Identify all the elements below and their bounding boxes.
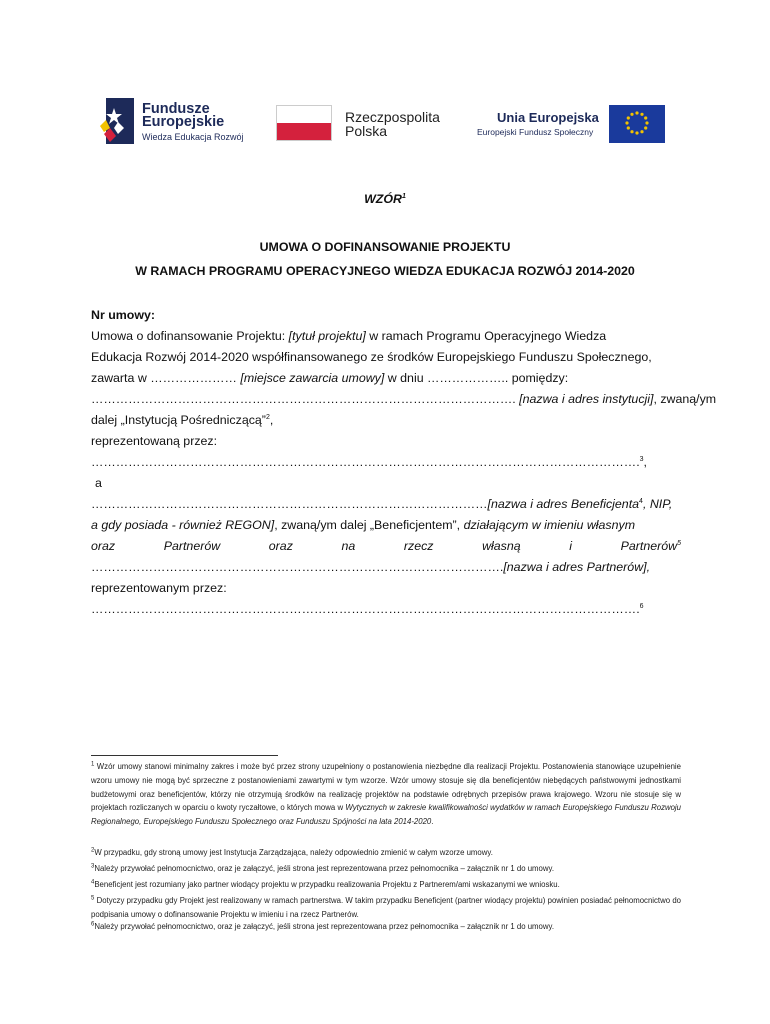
reprezentowana-label: reprezentowaną przez: (91, 434, 218, 448)
footnote-divider (91, 755, 278, 756)
eu-flag-icon (609, 105, 665, 143)
footnote-5 (91, 894, 681, 922)
p3-a: zawarta w ………………… (91, 371, 241, 385)
fn1-b: Wytycznych w zakresie kwalifikowalności wydatków w ramach Europejskiego Funduszu Rozwoju Regionalnego, Europejskiego Funduszu Społecznego oraz Funduszu Spójności na lata 2014-2020 (91, 803, 682, 827)
wzor-heading (0, 189, 770, 210)
title-line2: W RAMACH PROGRAMU OPERACYJNEGO WIEDZA EDUKACJA ROZWÓJ 2014-2020 (135, 264, 635, 278)
p1-a: Umowa o dofinansowanie Projektu: (91, 329, 289, 343)
signature-line-1 (91, 452, 647, 473)
p3-c: w dniu ……………….. pomiędzy: (384, 371, 569, 385)
p1-b: [tytuł projektu] (288, 329, 366, 343)
ue-title: Unia Europejska (497, 110, 599, 125)
title-line1: UMOWA O DOFINANSOWANIE PROJEKTU (259, 240, 511, 254)
fn6-text: Należy przywołać pełnomocnictwo, oraz je załączyć, jeśli strona jest reprezentowana przez pełnomocnika – załącznik nr 1 do umowy. (94, 922, 554, 931)
fn5-num: 5 (91, 895, 95, 902)
p7-dots: ……………………………………………………………………………………………………………………. (91, 455, 640, 469)
fe-star-icon (100, 98, 134, 144)
p11-w3: na (341, 539, 356, 553)
p12-b: [nazwa i adres Partnerów] (503, 560, 647, 574)
p11-w4: rzecz (403, 539, 434, 553)
p4-b: [nazwa i adres instytucji] (519, 392, 654, 406)
partners-line (91, 536, 681, 557)
fn3-num: 3 (91, 863, 95, 870)
p9-c: , NIP, (642, 497, 673, 511)
reprezentowanym-label: reprezentowanym przez: (91, 581, 227, 595)
p3-b: [miejsce zawarcia umowy] (240, 371, 385, 385)
p11-sup: 5 (677, 539, 681, 547)
footnote-4 (91, 878, 681, 892)
p11-w1: Partnerów (163, 539, 221, 553)
footnote-1 (91, 760, 681, 829)
p11-w0: oraz (91, 539, 116, 553)
p7-sup: 3 (639, 455, 644, 463)
p12-a: ………………………………………………………………………………………. (91, 560, 504, 574)
p12-c: , (646, 560, 651, 574)
p14-sup: 6 (639, 602, 644, 610)
beneficiary-line (91, 494, 672, 515)
regon-line (91, 515, 635, 536)
rp-line2: Polska (345, 123, 388, 139)
p10-b: , zwaną/ym dalej „Beneficjentem”, (274, 518, 464, 532)
fn3-text: Należy przywołać pełnomocnictwo, oraz je załączyć, jeśli strona jest reprezentowana przez pełnomocnika – załącznik nr 1 do umowy. (94, 864, 554, 873)
p4-a: …………………………………………………………………………………………. (91, 392, 520, 406)
fe-line2: Europejskie (142, 114, 225, 130)
p4-c: , zwaną/ym (653, 392, 717, 406)
fn2-text: W przypadku, gdy stroną umowy jest Instytucja Zarządzająca, należy odpowiednio zmienić w całym wzorze umowy. (94, 848, 493, 857)
para-line2: Edukacja Rozwój 2014-2020 współfinansowanego ze środków Europejskiego Funduszu Społecznego, (91, 350, 652, 364)
p9-sup: 4 (639, 497, 643, 505)
footnote-3 (91, 862, 681, 876)
wzor-text: WZÓR (364, 192, 402, 206)
fn1-a: Wzór umowy stanowi minimalny zakres i może być przez strony uzupełniony o postanowienia niezbędne dla realizacji Projektu. Postanowienia stanowiące uzupełnienie wzoru umowy nie mogą być sprzeczne z postanowieniami zawartymi w tym wzorze. Wzór umowy stosuje się dla beneficjentów niebędących państwowymi jednostkami budżetowymi oraz beneficjentów, którzy nie otrzymują środków na realizację projektów na podstawie odrębnych przepisów prawa krajowego. Wzoru nie stosuje się w projektach rozliczanych w oparciu o kwoty ryczałtowe, o których mowa w (91, 762, 681, 813)
partners-address-line (91, 557, 650, 578)
p11-w5: własną (482, 539, 521, 553)
p11-w7: Partnerów (620, 539, 678, 553)
fe-sub: Wiedza Edukacja Rozwój (142, 132, 244, 142)
p5-a: dalej „Instytucją Pośredniczącą” (91, 413, 266, 427)
p10-a: a gdy posiada - również REGON] (91, 518, 275, 532)
fundusze-europejskie-logo (100, 96, 270, 146)
p14-dots: ……………………………………………………………………………………………………………………. (91, 602, 640, 616)
ue-sub: Europejski Fundusz Społeczny (477, 127, 594, 137)
para-line5 (91, 410, 273, 431)
fn2-num: 2 (91, 847, 95, 854)
rp-line1: Rzeczpospolita (345, 109, 440, 125)
p5-sup: 2 (265, 413, 270, 421)
para-line4 (91, 389, 716, 410)
fn1-c: . (431, 817, 434, 827)
fn6-num: 6 (91, 921, 95, 928)
footnote-6 (91, 920, 681, 934)
p9-a: …………………………………………………………………………………… (91, 497, 488, 511)
para-line1 (91, 326, 606, 347)
p1-c: w ramach Programu Operacyjnego Wiedza (365, 329, 607, 343)
p11-w6: i (569, 539, 573, 553)
p9-b: [nazwa i adres Beneficjenta (487, 497, 640, 511)
p5-b: , (269, 413, 274, 427)
p7-end: , (643, 455, 647, 469)
para-line3 (91, 368, 568, 389)
signature-line-2 (91, 599, 644, 620)
fn4-num: 4 (91, 879, 95, 886)
p11-last (621, 536, 681, 557)
fn1-num: 1 (91, 761, 95, 768)
fn4-text: Beneficjent jest rozumiany jako partner wiodący projektu w przypadku realizowania Projektu z Partnerem/ami wskazanymi we wniosku. (94, 880, 560, 889)
fn5-text: Dotyczy przypadku gdy Projekt jest realizowany w ramach partnerstwa. W takim przypadku Beneficjent (partner wiodący projektu) powinien posiadać pełnomocnictwo do podpisania umowy o dofinansowanie Projektu w imieniu i na rzecz Partnerów. (91, 896, 681, 919)
and-text: a (95, 476, 102, 490)
p11-w2: oraz (268, 539, 293, 553)
nr-umowy: Nr umowy: (91, 308, 156, 322)
fe-line1: Fundusze (142, 101, 210, 117)
footnote-2 (91, 846, 681, 860)
polish-flag-icon (276, 105, 332, 141)
p10-c: działającym w imieniu własnym (463, 518, 636, 532)
wzor-sup: 1 (401, 192, 406, 200)
